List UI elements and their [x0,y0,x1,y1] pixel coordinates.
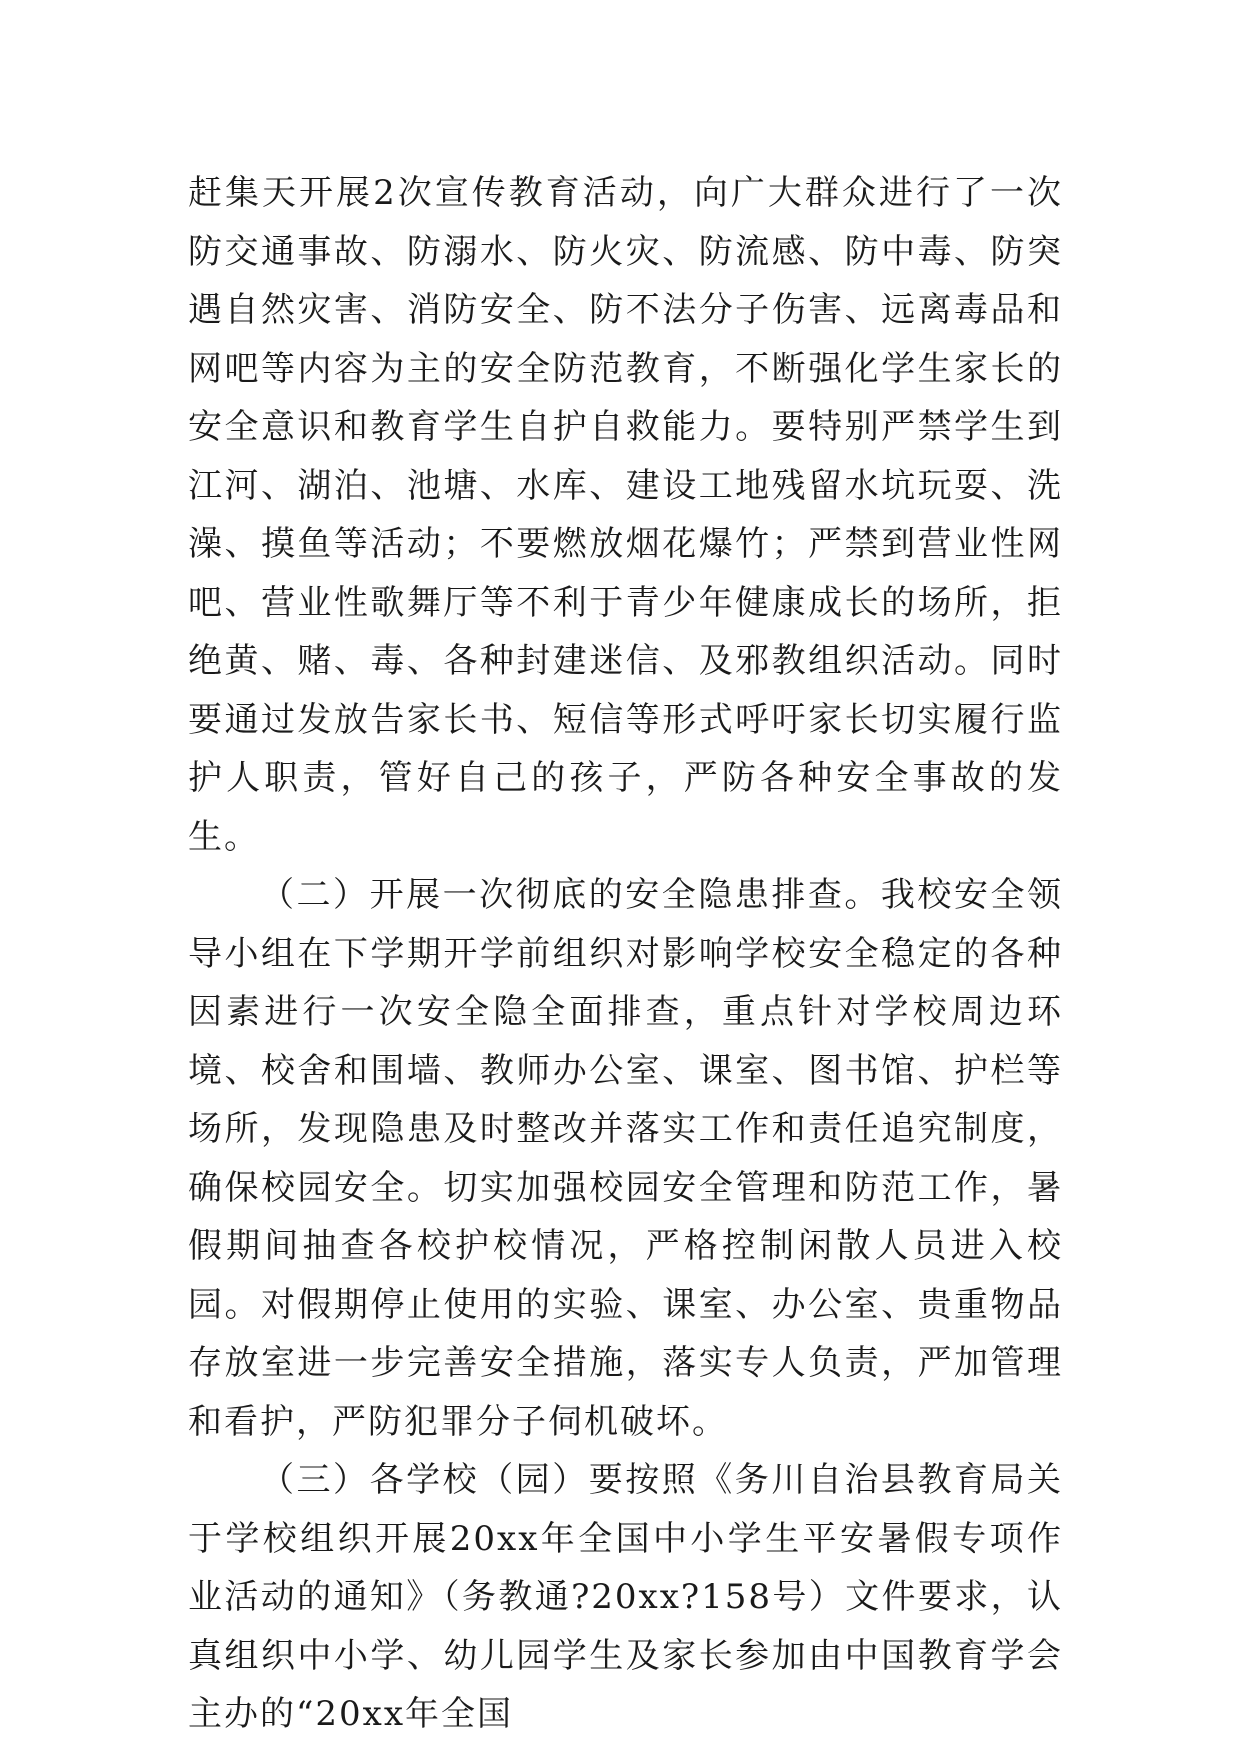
paragraph-continuation: 赶集天开展2次宣传教育活动，向广大群众进行了一次防交通事故、防溺水、防火灾、防流感、防中毒、防突遇自然灾害、消防安全、防不法分子伤害、远离毒品和网吧等内容为主的安全防范教育，不断强化学生家长的安全意识和教育学生自护自救能力。要特别严禁学生到江河、湖泊、池塘、水库、建设工地残留水坑玩耍、洗澡、摸鱼等活动；不要燃放烟花爆竹；严禁到营业性网吧、营业性歌舞厅等不利于青少年健康成长的场所，拒绝黄、赌、毒、各种封建迷信、及邪教组织活动。同时要通过发放告家长书、短信等形式呼吁家长切实履行监护人职责，管好自己的孩子，严防各种安全事故的发生。 [188,173,1063,857]
document-body [188,164,1063,1744]
paragraph-section-two: （二）开展一次彻底的安全隐患排查。我校安全领导小组在下学期开学前组织对影响学校安全稳定的各种因素进行一次安全隐全面排查，重点针对学校周边环境、校舍和围墙、教师办公室、课室、图书馆、护栏等场所，发现隐患及时整改并落实工作和责任追究制度，确保校园安全。切实加强校园安全管理和防范工作，暑假期间抽查各校护校情况，严格控制闲散人员进入校园。对假期停止使用的实验、课室、办公室、贵重物品存放室进一步完善安全措施，落实专人负责，严加管理和看护，严防犯罪分子伺机破坏。 [188,875,1063,1442]
paragraph-section-three: （三）各学校（园）要按照《务川自治县教育局关于学校组织开展20xx年全国中小学生平安暑假专项作业活动的通知》（务教通?20xx?158号）文件要求，认真组织中小学、幼儿园学生及家长参加由中国教育学会主办的“20xx年全国 [188,1460,1063,1734]
